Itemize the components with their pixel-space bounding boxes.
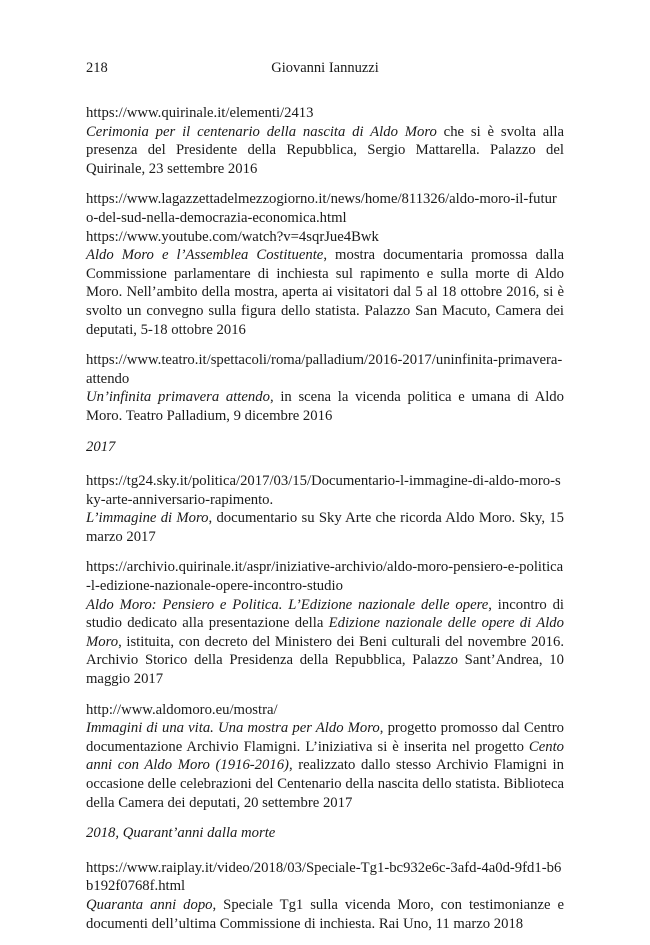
entry-title: Un’infinita primavera attendo [86,389,270,406]
list-item [86,228,564,340]
entry-description: Aldo Moro: Pensiero e Politica. L’Edizione nazionale delle opere, incontro di studio dedicato alla presentazione della Edizione nazionale delle opere di Aldo Moro, istituita, con decreto del Ministero dei Beni culturali del novembre 2016. Archivio Storico della Presidenza della Repubblica, Palazzo Sant’Andrea, 10 maggio 2017 [86,596,565,688]
entry-title: Immagini di una vita. Una mostra per Aldo Moro [86,720,380,737]
list-item [86,104,564,178]
source-url: https://www.lagazzettadelmezzogiorno.it/news/home/811326/aldo-moro-il-futuro-del-sud-nella-democrazia-economica.html [86,191,557,226]
entry-title: Aldo Moro: Pensiero e Politica. L’Edizione nazionale delle opere [86,596,489,613]
source-url: https://tg24.sky.it/politica/2017/03/15/Documentario-l-immagine-di-aldo-moro-sky-arte-anniversario-rapimento. [86,473,561,508]
list-item [86,701,564,813]
entry-title: Aldo Moro e l’Assemblea Costituente [86,247,324,264]
running-header [86,60,564,82]
entry-description: Quaranta anni dopo, Speciale Tg1 sulla vicenda Moro, con testimonianze e documenti dell’ultima Commissione di inchiesta. Rai Uno, 11 marzo 2018 [86,896,564,932]
source-url: https://www.teatro.it/spettacoli/roma/palladium/2016-2017/uninfinita-primavera-attendo [86,352,563,387]
entry-description: Un’infinita primavera attendo, in scena la vicenda politica e umana di Aldo Moro. Teatro Palladium, 9 dicembre 2016 [86,389,564,424]
source-url: https://www.youtube.com/watch?v=4sqrJue4Bwk [86,228,379,245]
entry-title: L’immagine di Moro [86,510,209,527]
section-heading-2018: 2018, Quarant’anni dalla morte [86,825,276,842]
source-url: http://www.aldomoro.eu/mostra/ [86,701,278,718]
list-item [86,190,564,227]
entry-description: Aldo Moro e l’Assemblea Costituente, mostra documentaria promossa dalla Commissione parlamentare di inchiesta sul rapimento e sulla morte di Aldo Moro. Nell’ambito della mostra, aperta ai visitatori dal 5 al 18 ottobre 2016, si è svolto un convegno sulla figura dello statista. Palazzo San Macuto, Camera dei deputati, 5-18 ottobre 2016 [86,247,564,338]
page-number: 218 [86,60,108,76]
entry-description: Cerimonia per il centenario della nascita di Aldo Moro che si è svolta alla presenza del Presidente della Repubblica, Sergio Mattarella. Palazzo del Quirinale, 23 settembre 2016 [86,123,564,177]
entry-title-secondary: Cento anni con Aldo Moro (1916-2016) [86,738,564,774]
list-item [86,558,564,688]
entry-title: Cerimonia per il centenario della nascita di Aldo Moro [86,123,437,140]
source-url: https://archivio.quirinale.it/aspr/iniziative-archivio/aldo-moro-pensiero-e-politica-l-edizione-nazionale-opere-incontro-studio [86,559,564,595]
list-item [86,472,564,546]
running-author: Giovanni Iannuzzi [271,60,379,76]
source-url: https://www.raiplay.it/video/2018/03/Speciale-Tg1-bc932e6c-3afd-4a0d-9fd1-b6b192f0768f.html [86,859,562,895]
list-item [86,859,564,933]
section-heading-2017: 2017 [86,438,116,455]
entry-title-secondary: Edizione nazionale delle opere di Aldo Moro [86,615,564,650]
entry-description: L’immagine di Moro, documentario su Sky Arte che ricorda Aldo Moro. Sky, 15 marzo 2017 [86,510,564,545]
entry-title: Quaranta anni dopo [86,896,213,913]
entry-description: Immagini di una vita. Una mostra per Aldo Moro, progetto promosso dal Centro documentazione Archivio Flamigni. L’iniziativa si è inserita nel progetto Cento anni con Aldo Moro (1916-2016), realizzato dallo stesso Archivio Flamigni in occasione delle celebrazioni del Centenario della nascita dello statista. Biblioteca della Camera dei deputati, 20 settembre 2017 [86,720,564,811]
source-url: https://www.quirinale.it/elementi/2413 [86,105,314,121]
list-item [86,351,564,425]
page-body [86,104,564,945]
